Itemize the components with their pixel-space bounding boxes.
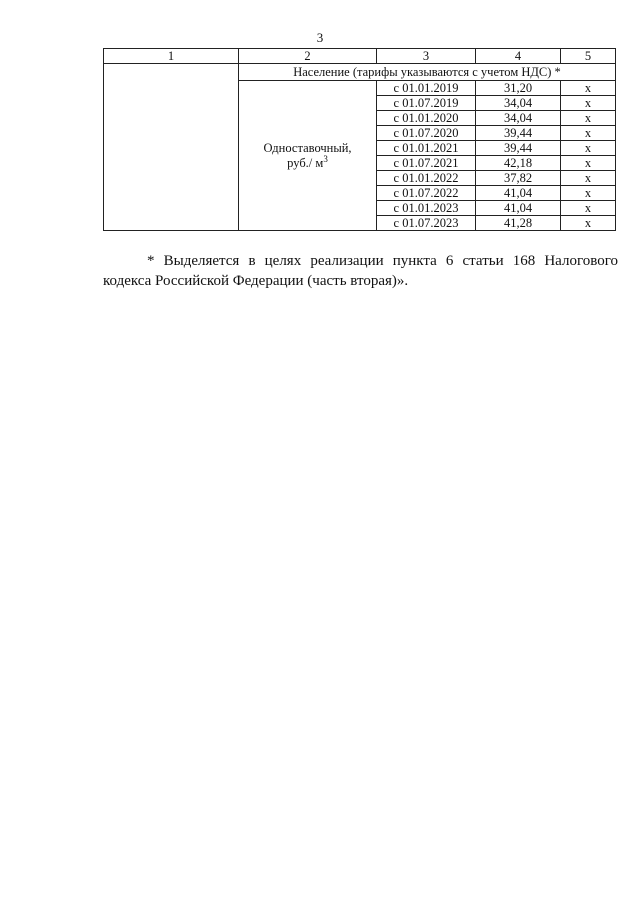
period-cell: с 01.07.2022 (377, 186, 476, 201)
tariff-value-cell: 31,20 (476, 81, 561, 96)
footnote-line-1: * Выделяется в целях реализации пункта 6 статьи 168 Налогового (147, 253, 618, 269)
tariff-value-cell: 39,44 (476, 126, 561, 141)
empty-cell-column-1 (104, 64, 239, 231)
footnote-line-2: кодекса Российской Федерации (часть вторая)». (103, 273, 409, 289)
period-cell: с 01.01.2019 (377, 81, 476, 96)
column-5-cell: х (561, 126, 616, 141)
column-5-cell: х (561, 81, 616, 96)
column-5-cell: х (561, 96, 616, 111)
column-5-cell: х (561, 156, 616, 171)
tariff-table-body (104, 49, 616, 231)
period-cell: с 01.01.2023 (377, 201, 476, 216)
period-cell: с 01.07.2020 (377, 126, 476, 141)
column-header-4: 4 (476, 49, 561, 64)
column-5-cell: х (561, 141, 616, 156)
period-cell: с 01.01.2022 (377, 171, 476, 186)
tariff-value-cell: 41,04 (476, 201, 561, 216)
period-cell: с 01.07.2021 (377, 156, 476, 171)
column-header-2: 2 (239, 49, 377, 64)
tariff-table (103, 48, 616, 231)
footnote (103, 251, 618, 291)
tariff-value-cell: 37,82 (476, 171, 561, 186)
column-header-1: 1 (104, 49, 239, 64)
tariff-value-cell: 42,18 (476, 156, 561, 171)
tariff-value-cell: 41,04 (476, 186, 561, 201)
tariff-unit: руб./ м (287, 155, 324, 170)
tariff-value-cell: 34,04 (476, 111, 561, 126)
period-cell: с 01.01.2021 (377, 141, 476, 156)
column-header-5: 5 (561, 49, 616, 64)
column-5-cell: х (561, 171, 616, 186)
period-cell: с 01.07.2023 (377, 216, 476, 231)
page-number: 3 (316, 30, 324, 45)
tariff-type-name: Одноставочный, (263, 140, 352, 155)
tariff-value-cell: 34,04 (476, 96, 561, 111)
column-5-cell: х (561, 111, 616, 126)
tariff-value-cell: 41,28 (476, 216, 561, 231)
period-cell: с 01.07.2019 (377, 96, 476, 111)
column-header-3: 3 (377, 49, 476, 64)
group-header-row (104, 64, 616, 81)
column-5-cell: х (561, 216, 616, 231)
column-5-cell: х (561, 201, 616, 216)
column-header-row (104, 49, 616, 64)
tariff-type-cell (239, 81, 377, 231)
period-cell: с 01.01.2020 (377, 111, 476, 126)
column-5-cell: х (561, 186, 616, 201)
tariff-value-cell: 39,44 (476, 141, 561, 156)
tariff-unit-superscript: 3 (323, 153, 328, 164)
group-header-population: Население (тарифы указываются с учетом НДС) * (239, 64, 616, 81)
